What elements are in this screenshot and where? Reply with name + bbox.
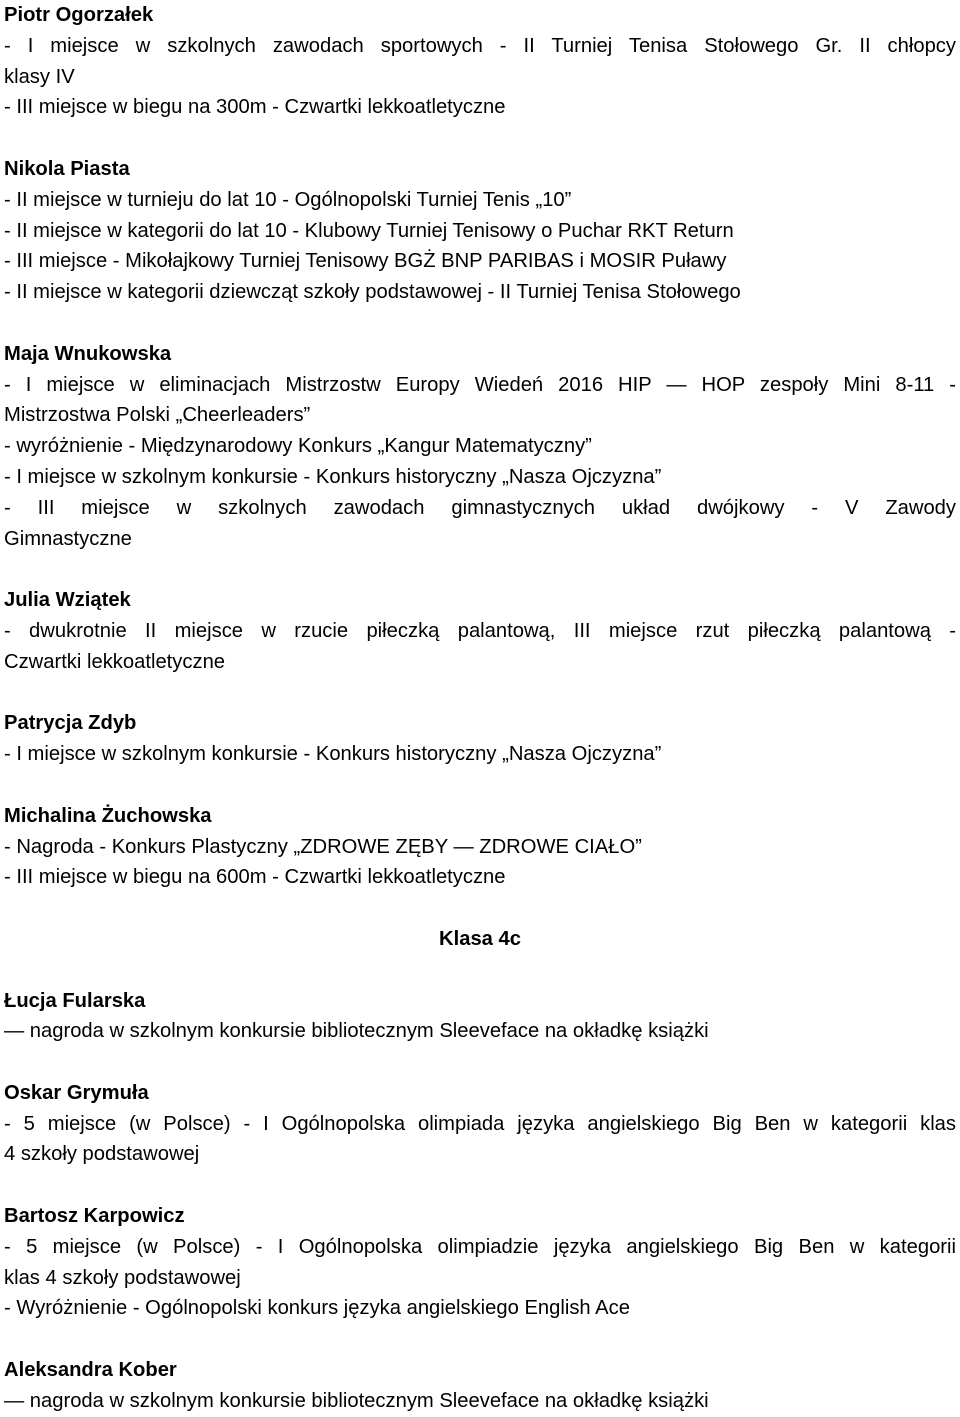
person-name: Julia Wziątek: [4, 589, 131, 612]
achievement-line: 4 szkoły podstawowej: [4, 1143, 200, 1166]
achievement-line: - 5 miejsce (w Polsce) - I Ogólnopolska olimpiada języka angielskiego Big Ben w kategorii klas: [4, 1112, 956, 1135]
paragraph-gap: [4, 955, 956, 986]
person-name: Patrycja Zdyb: [4, 712, 137, 735]
achievement-line: Mistrzostwa Polski „Cheerleaders”: [4, 404, 311, 427]
paragraph-gap: [4, 1324, 956, 1355]
person-name: Aleksandra Kober: [4, 1359, 177, 1382]
achievement-line: - III miejsce w biegu na 600m - Czwartki lekkoatletyczne: [4, 866, 506, 889]
achievement-line: klasy IV: [4, 65, 75, 88]
achievement-line: - II miejsce w kategorii dziewcząt szkoły podstawowej - II Turniej Tenisa Stołowego: [4, 281, 741, 304]
achievement-line: - III miejsce - Mikołajkowy Turniej Tenisowy BGŻ BNP PARIBAS i MOSIR Puławy: [4, 250, 727, 273]
class-heading: Klasa 4c: [439, 927, 521, 950]
person-name: Łucja Fularska: [4, 989, 146, 1012]
person-name: Piotr Ogorzałek: [4, 4, 154, 26]
person-name: Maja Wnukowska: [4, 342, 172, 365]
achievement-line: - I miejsce w szkolnym konkursie - Konkurs historyczny „Nasza Ojczyzna”: [4, 465, 662, 488]
person-name: Bartosz Karpowicz: [4, 1205, 185, 1228]
achievement-line: - dwukrotnie II miejsce w rzucie piłeczką palantową, III miejsce rzut piłeczką palantową -: [4, 619, 956, 642]
achievement-line: Gimnastyczne: [4, 527, 132, 550]
person-name: Michalina Żuchowska: [4, 804, 212, 827]
person-name: Oskar Grymuła: [4, 1081, 149, 1104]
achievement-line: - I miejsce w szkolnych zawodach sportowych - II Turniej Tenisa Stołowego Gr. II chłopcy: [4, 34, 956, 57]
achievement-line: - Wyróżnienie - Ogólnopolski konkurs języka angielskiego English Ace: [4, 1297, 630, 1320]
achievement-line: - III miejsce w biegu na 300m - Czwartki lekkoatletyczne: [4, 96, 506, 119]
achievement-line: — nagroda w szkolnym konkursie bibliotecznym Sleeveface na okładkę książki: [4, 1389, 709, 1412]
achievement-line: - I miejsce w eliminacjach Mistrzostw Europy Wiedeń 2016 HIP — HOP zespoły Mini 8-11 -: [4, 373, 956, 396]
paragraph-gap: [4, 893, 956, 924]
achievement-line: Czwartki lekkoatletyczne: [4, 650, 226, 673]
achievement-line: - I miejsce w szkolnym konkursie - Konkurs historyczny „Nasza Ojczyzna”: [4, 743, 662, 766]
paragraph-gap: [4, 123, 956, 154]
achievement-line: - Nagroda - Konkurs Plastyczny „ZDROWE ZĘBY — ZDROWE CIAŁO”: [4, 835, 642, 858]
person-name: Nikola Piasta: [4, 157, 130, 180]
achievement-line: - 5 miejsce (w Polsce) - I Ogólnopolska olimpiadzie języka angielskiego Big Ben w kategorii: [4, 1235, 956, 1258]
achievement-line: — nagroda w szkolnym konkursie bibliotecznym Sleeveface na okładkę książki: [4, 1020, 709, 1043]
paragraph-gap: [4, 1170, 956, 1201]
achievement-line: klas 4 szkoły podstawowej: [4, 1266, 241, 1289]
achievement-line: - II miejsce w turnieju do lat 10 - Ogólnopolski Turniej Tenis „10”: [4, 188, 572, 211]
achievement-line: - III miejsce w szkolnych zawodach gimnastycznych układ dwójkowy - V Zawody: [4, 496, 956, 519]
paragraph-gap: [4, 678, 956, 709]
paragraph-gap: [4, 1047, 956, 1078]
achievement-line: - wyróżnienie - Międzynarodowy Konkurs „Kangur Matematyczny”: [4, 435, 592, 458]
paragraph-gap: [4, 770, 956, 801]
paragraph-gap: [4, 308, 956, 339]
achievement-line: - II miejsce w kategorii do lat 10 - Klubowy Turniej Tenisowy o Puchar RKT Return: [4, 219, 734, 242]
paragraph-gap: [4, 554, 956, 585]
